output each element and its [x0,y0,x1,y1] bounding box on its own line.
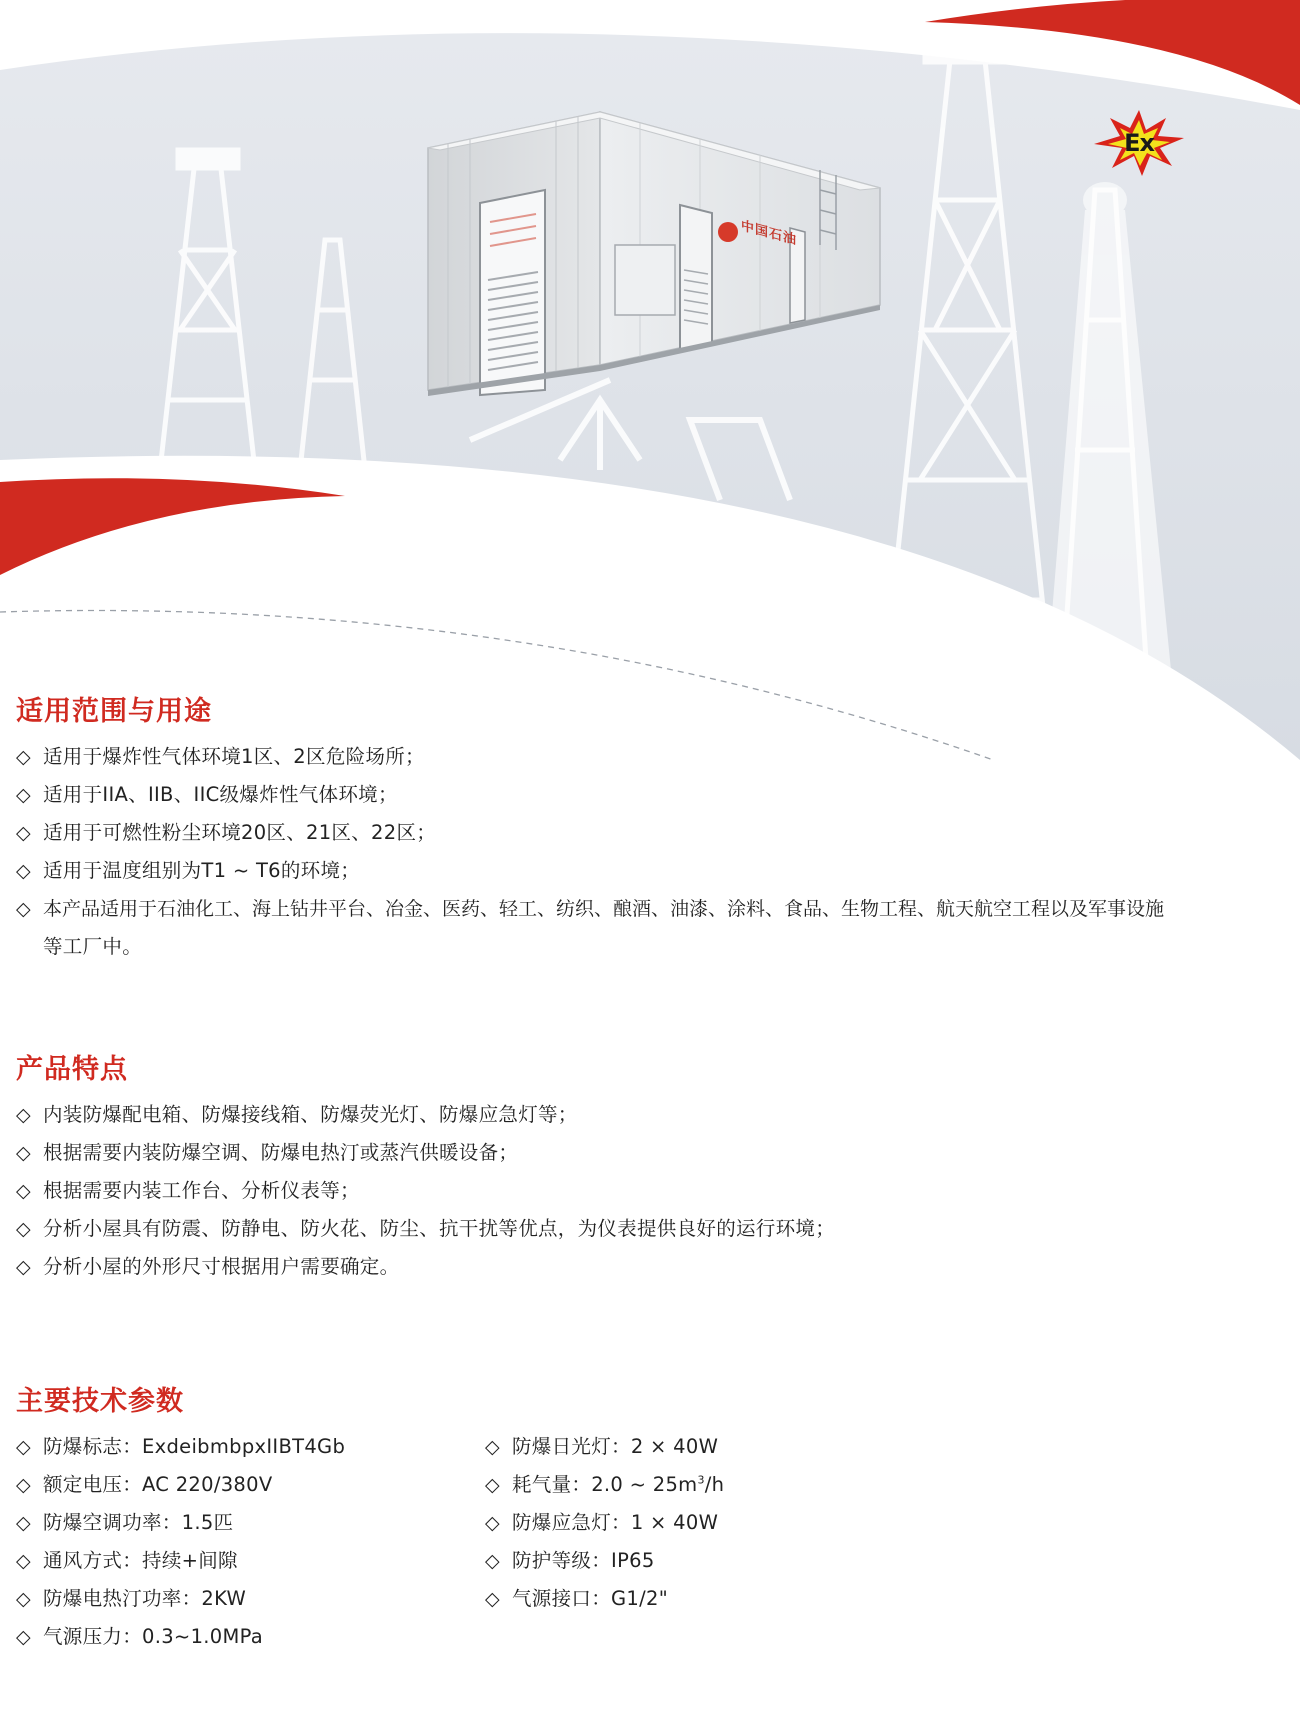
list-item: ◇ 适用于可燃性粉尘环境20区、21区、22区； [16,814,1286,852]
features-title: 产品特点 [16,1054,128,1085]
diamond-outline-icon: ◇ [16,822,31,844]
diamond-outline-icon: ◇ [485,1474,500,1496]
diamond-outline-icon: ◇ [16,860,31,882]
list-item: ◇ 根据需要内装工作台、分析仪表等； [16,1172,1286,1210]
scope-list [16,738,1286,966]
ex-badge [1092,108,1186,178]
diamond-outline-icon: ◇ [16,1256,31,1278]
list-item: ◇ 分析小屋具有防震、防静电、防火花、防尘、抗干扰等优点，为仪表提供良好的运行环境； [16,1210,1286,1248]
list-item: ◇ 根据需要内装防爆空调、防爆电热汀或蒸汽供暖设备； [16,1134,1286,1172]
diamond-outline-icon: ◇ [16,746,31,768]
list-item: ◇ 本产品适用于石油化工、海上钻井平台、冶金、医药、轻工、纺织、酿酒、油漆、涂料、食品、生物工程、航天航空工程以及军事设施 等工厂中。 [16,890,1286,966]
container-logo-text: 中国石油 [741,218,798,249]
specs-section [16,1382,1286,1668]
diamond-outline-icon: ◇ [16,1512,31,1534]
spec-item: ◇ 耗气量：2.0 ~ $25m^3/h$ [485,1466,724,1504]
spec-item: ◇ 防护等级：IP65 [485,1542,724,1580]
diamond-outline-icon: ◇ [16,1588,31,1610]
diamond-outline-icon: ◇ [16,1474,31,1496]
list-item: ◇ 内装防爆配电箱、防爆接线箱、防爆荧光灯、防爆应急灯等； [16,1096,1286,1134]
list-item: ◇ 适用于爆炸性气体环境1区、2区危险场所； [16,738,1286,776]
spec-item: ◇ 防爆应急灯：1 × 40W [485,1504,724,1542]
spec-item: ◇ 气源接口：G1/2" [485,1580,724,1618]
diamond-outline-icon: ◇ [16,1142,31,1164]
list-item-continuation: 等工厂中。 [43,935,143,958]
diamond-outline-icon: ◇ [16,1626,31,1648]
spec-item: ◇ 额定电压：AC 220/380V [16,1466,345,1504]
diamond-outline-icon: ◇ [16,1104,31,1126]
specs-right-column [485,1428,724,1618]
spec-item: ◇ 防爆空调功率：1.5匹 [16,1504,345,1542]
list-item: ◇ 分析小屋的外形尺寸根据用户需要确定。 [16,1248,1286,1286]
specs-grid [16,1428,1286,1668]
diamond-outline-icon: ◇ [16,1550,31,1572]
spec-item: ◇ 防爆标志：ExdeibmbpxIIBT4Gb [16,1428,345,1466]
spec-item: ◇ 防爆日光灯：2 × 40W [485,1428,724,1466]
diamond-outline-icon: ◇ [16,784,31,806]
features-section [16,1050,1286,1286]
spec-item: ◇ 气源压力：0.3~1.0MPa [16,1618,345,1656]
list-item: ◇ 适用于温度组别为T1 ~ T6的环境； [16,852,1286,890]
ex-badge-text: Ex [1124,129,1154,157]
diamond-outline-icon: ◇ [485,1512,500,1534]
scope-title: 适用范围与用途 [16,696,212,727]
diamond-outline-icon: ◇ [16,1436,31,1458]
hero-banner [0,0,1300,760]
spec-item: ◇ 通风方式：持续+间隙 [16,1542,345,1580]
spec-item: ◇ 防爆电热汀功率：2KW [16,1580,345,1618]
specs-left-column [16,1428,345,1656]
list-item: ◇ 适用于IIA、IIB、IIC级爆炸性气体环境； [16,776,1286,814]
red-swoosh-left [0,478,345,575]
diamond-outline-icon: ◇ [485,1588,500,1610]
scope-section [16,692,1286,966]
features-list [16,1096,1286,1286]
diamond-outline-icon: ◇ [16,898,31,920]
diamond-outline-icon: ◇ [16,1180,31,1202]
diamond-outline-icon: ◇ [485,1436,500,1458]
diamond-outline-icon: ◇ [485,1550,500,1572]
diamond-outline-icon: ◇ [16,1218,31,1240]
specs-title: 主要技术参数 [16,1386,184,1417]
